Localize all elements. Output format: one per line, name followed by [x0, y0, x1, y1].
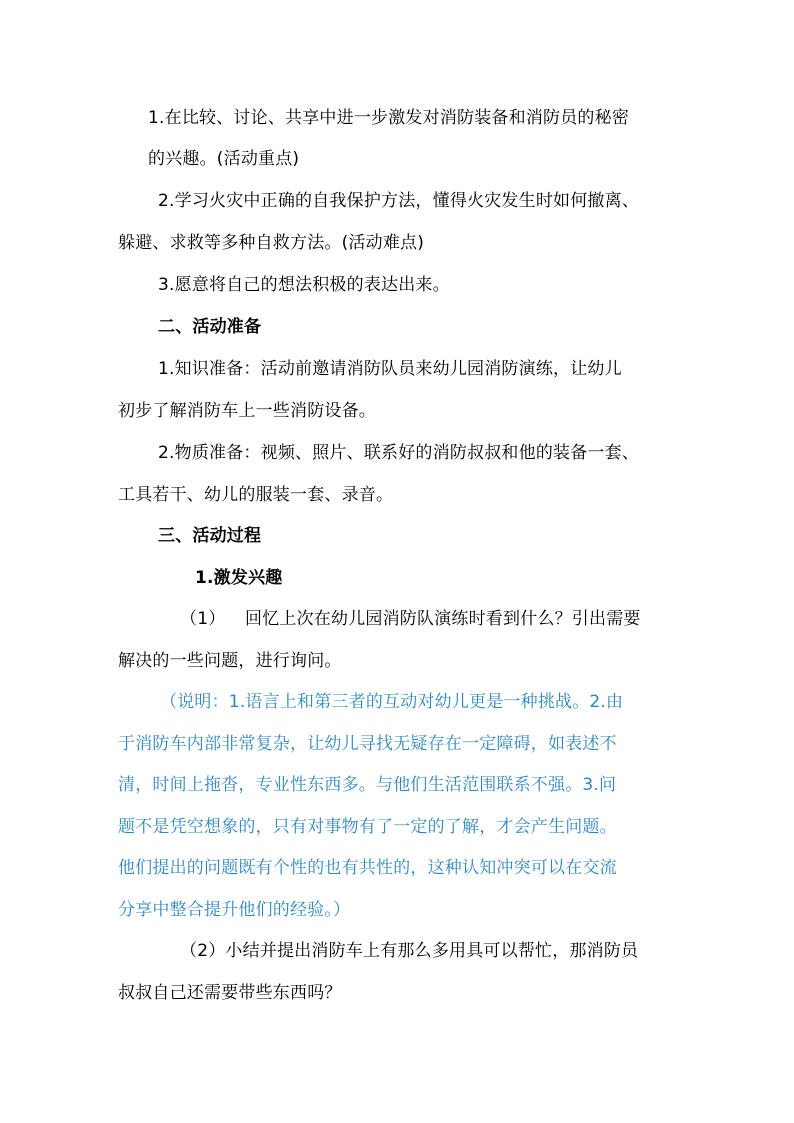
prep-1-line-1: 1.知识准备：活动前邀请消防队员来幼儿园消防演练，让幼儿: [158, 359, 622, 379]
goal-1-line-1: 1.在比较、讨论、共享中进一步激发对消防装备和消防员的秘密: [148, 108, 630, 128]
question-2-line-2: 叔叔自己还需要带些东西吗？: [118, 983, 342, 1003]
question-1-line-1: 回忆上次在幼儿园消防队演练时看到什么？引出需要: [245, 609, 641, 629]
prep-1-line-2: 初步了解消防车上一些消防设备。: [118, 401, 376, 421]
prep-2-line-1: 2.物质准备：视频、照片、联系好的消防叔叔和他的装备一套、: [158, 443, 640, 463]
question-2-line-1: （2）小结并提出消防车上有那么多用具可以帮忙，那消防员: [180, 941, 639, 961]
note-line-2: 于消防车内部非常复杂，让幼儿寻找无疑存在一定障碍，如表述不: [118, 734, 617, 754]
section-2-title: 二、活动准备: [158, 317, 262, 337]
note-line-4: 题不是凭空想象的，只有对事物有了一定的了解，才会产生问题。: [118, 817, 617, 837]
goal-2-line-2: 躲避、求救等多种自救方法。(活动难点): [118, 233, 425, 253]
note-line-3: 清，时间上拖沓，专业性东西多。与他们生活范围联系不强。3.问: [118, 775, 617, 795]
question-1-number: （1）: [180, 609, 226, 629]
note-line-1: （说明：1.语言上和第三者的互动对幼儿更是一种挑战。2.由: [160, 692, 624, 712]
note-line-5: 他们提出的问题既有个性的也有共性的，这种认知冲突可以在交流: [118, 858, 617, 878]
prep-2-line-2: 工具若干、幼儿的服装一套、录音。: [118, 485, 394, 505]
step-1-title: 1.激发兴趣: [195, 568, 283, 588]
note-line-6: 分享中整合提升他们的经验。）: [118, 900, 351, 920]
question-1-line-2: 解决的一些问题，进行询问。: [118, 651, 342, 671]
section-3-title: 三、活动过程: [158, 526, 262, 546]
goal-3-line: 3.愿意将自己的想法积极的表达出来。: [158, 275, 450, 295]
goal-2-line-1: 2.学习火灾中正确的自我保护方法，懂得火灾发生时如何撤离、: [158, 191, 640, 211]
goal-1-line-2: 的兴趣。(活动重点): [148, 149, 300, 169]
